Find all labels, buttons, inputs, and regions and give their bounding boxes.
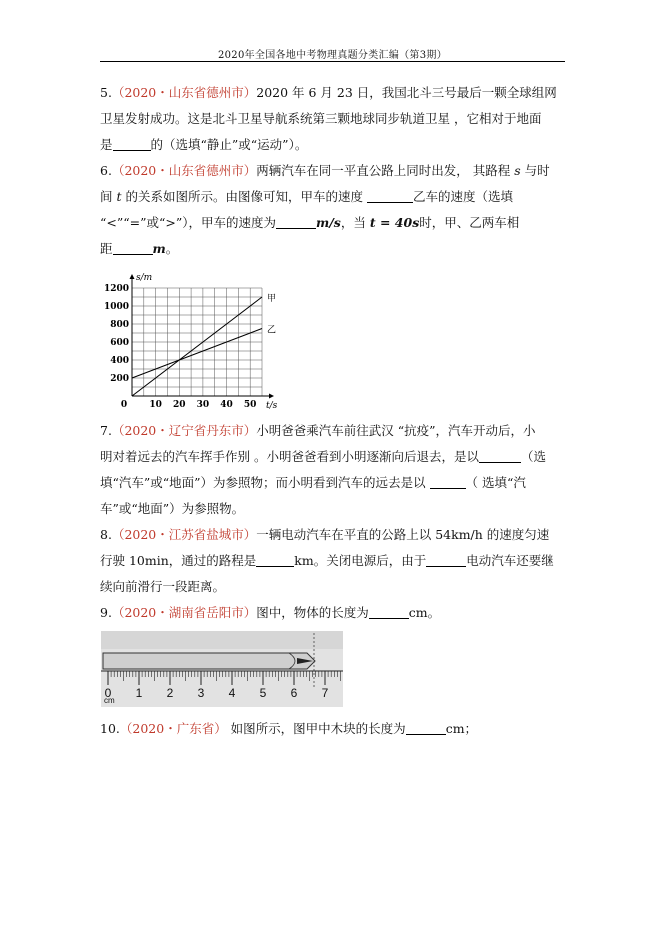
question-8 <box>100 522 565 600</box>
question-5 <box>100 80 565 158</box>
ruler-photo <box>101 631 343 707</box>
q9-source: （2020・湖南省岳阳市） <box>111 605 257 620</box>
ruler-number: 3 <box>197 686 205 700</box>
q7-source: （2020・辽宁省丹东市） <box>111 423 257 438</box>
q8-line3: 续向前滑行一段距离。 <box>100 579 226 594</box>
y-tick-label: 400 <box>110 356 129 366</box>
question-9 <box>100 600 565 626</box>
x-tick-label: 0 <box>120 400 128 410</box>
q7-line3: 填“汽车”或“地面”）为参照物；而小明看到汽车的远去是以 （ 选填“汽 <box>100 475 526 490</box>
x-tick-label: 10 <box>149 400 162 410</box>
q10-line1: 10.（2020・广东省） 如图所示，图甲中木块的长度为 cm； <box>100 721 478 736</box>
graph-grid <box>132 288 262 396</box>
q6-line2: 间 t 的关系如图所示。由图像可知，甲车的速度 乙车的速度（选填 <box>100 189 513 204</box>
y-tick-label: 200 <box>110 374 129 384</box>
x-tick-label: 20 <box>173 400 186 410</box>
ruler-image <box>101 631 343 707</box>
ruler-unit-label: cm <box>104 696 115 705</box>
st-graph <box>103 268 280 416</box>
x-axis-label: t/s <box>266 401 278 411</box>
answer-blank[interactable] <box>113 240 153 255</box>
q7-line1: 7.（2020・辽宁省丹东市）小明爸爸乘汽车前往武汉 “抗疫”，汽车开动后，小 <box>100 423 536 438</box>
q10-source: （2020・广东省） <box>119 721 227 736</box>
x-tick-label: 30 <box>196 400 210 410</box>
answer-blank[interactable] <box>430 474 466 489</box>
graph-series <box>132 297 262 396</box>
q8-line1: 8.（2020・江苏省盐城市）一辆电动汽车在平直的公路上以 54km/h 的速度匀速 <box>100 527 550 542</box>
x-tick-label: 40 <box>220 400 233 410</box>
question-6 <box>100 158 565 262</box>
q5-source: （2020・山东省德州市） <box>111 85 257 100</box>
question-10 <box>100 716 565 742</box>
y-tick-label: 1200 <box>103 284 129 294</box>
ruler-number: 1 <box>135 686 143 700</box>
ruler-number: 4 <box>228 686 236 700</box>
header-rule <box>100 61 565 62</box>
q6-source: （2020・山东省德州市） <box>111 163 257 178</box>
y-tick-label: 800 <box>110 320 129 330</box>
series-line-jia <box>132 297 262 396</box>
q5-line3: 是 的（选填“静止”或“运动”）。 <box>100 137 308 152</box>
y-axis-label: s/m <box>136 273 153 283</box>
answer-blank[interactable] <box>479 448 521 463</box>
y-tick-label: 600 <box>110 338 129 348</box>
answer-blank[interactable] <box>406 720 446 735</box>
q5-line2: 卫星发射成功。这是北斗卫星导航系统第三颗地球同步轨道卫星 ，它相对于地面 <box>100 111 542 126</box>
page-header: 2020年全国各地中考物理真题分类汇编（第3期） <box>217 50 447 61</box>
q8-line2: 行驶 10min，通过的路程是 km。关闭电源后，由于 电动汽车还要继 <box>100 553 554 568</box>
x-tick-label: 50 <box>243 400 257 410</box>
ruler-number: 6 <box>290 686 298 700</box>
ruler-number: 2 <box>166 686 174 700</box>
series-label: 乙 <box>267 325 277 336</box>
q7-line2: 明对着远去的汽车挥手作别 。小明爸爸看到小明逐渐向后退去，是以 （选 <box>100 449 546 464</box>
question-7 <box>100 418 565 522</box>
answer-blank[interactable] <box>276 214 316 229</box>
q9-line1: 9.（2020・湖南省岳阳市）图中，物体的长度为 cm。 <box>100 605 441 620</box>
answer-blank[interactable] <box>369 604 409 619</box>
y-axis-arrow <box>130 274 135 279</box>
q8-source: （2020・江苏省盐城市） <box>111 527 257 542</box>
q5-line1: 5.（2020・山东省德州市）2020 年 6 月 23 日，我国北斗三号最后一颗全球组网 <box>100 85 557 100</box>
answer-blank[interactable] <box>367 188 413 203</box>
q6-line3: “<”“=”或“>”），甲车的速度为 m/s，当 t = 40s时，甲、乙两车相 <box>100 215 520 230</box>
ruler-number: 7 <box>321 686 329 700</box>
ruler-number: 5 <box>259 686 267 700</box>
q7-line4: 车”或“地面”）为参照物。 <box>100 501 245 516</box>
series-line-yi <box>132 329 262 379</box>
graph-axes <box>130 274 275 399</box>
y-tick-label: 1000 <box>103 302 129 312</box>
x-axis-arrow <box>269 394 274 399</box>
q6-line1: 6.（2020・山东省德州市）两辆汽车在同一平直公路上同时出发， 其路程 s 与时 <box>100 163 550 178</box>
answer-blank[interactable] <box>256 552 294 567</box>
answer-blank[interactable] <box>426 552 466 567</box>
q6-line4: 距 m。 <box>100 241 179 256</box>
answer-blank[interactable] <box>113 136 151 151</box>
series-label: 甲 <box>267 294 277 304</box>
ruler-number: 0 <box>104 686 112 700</box>
